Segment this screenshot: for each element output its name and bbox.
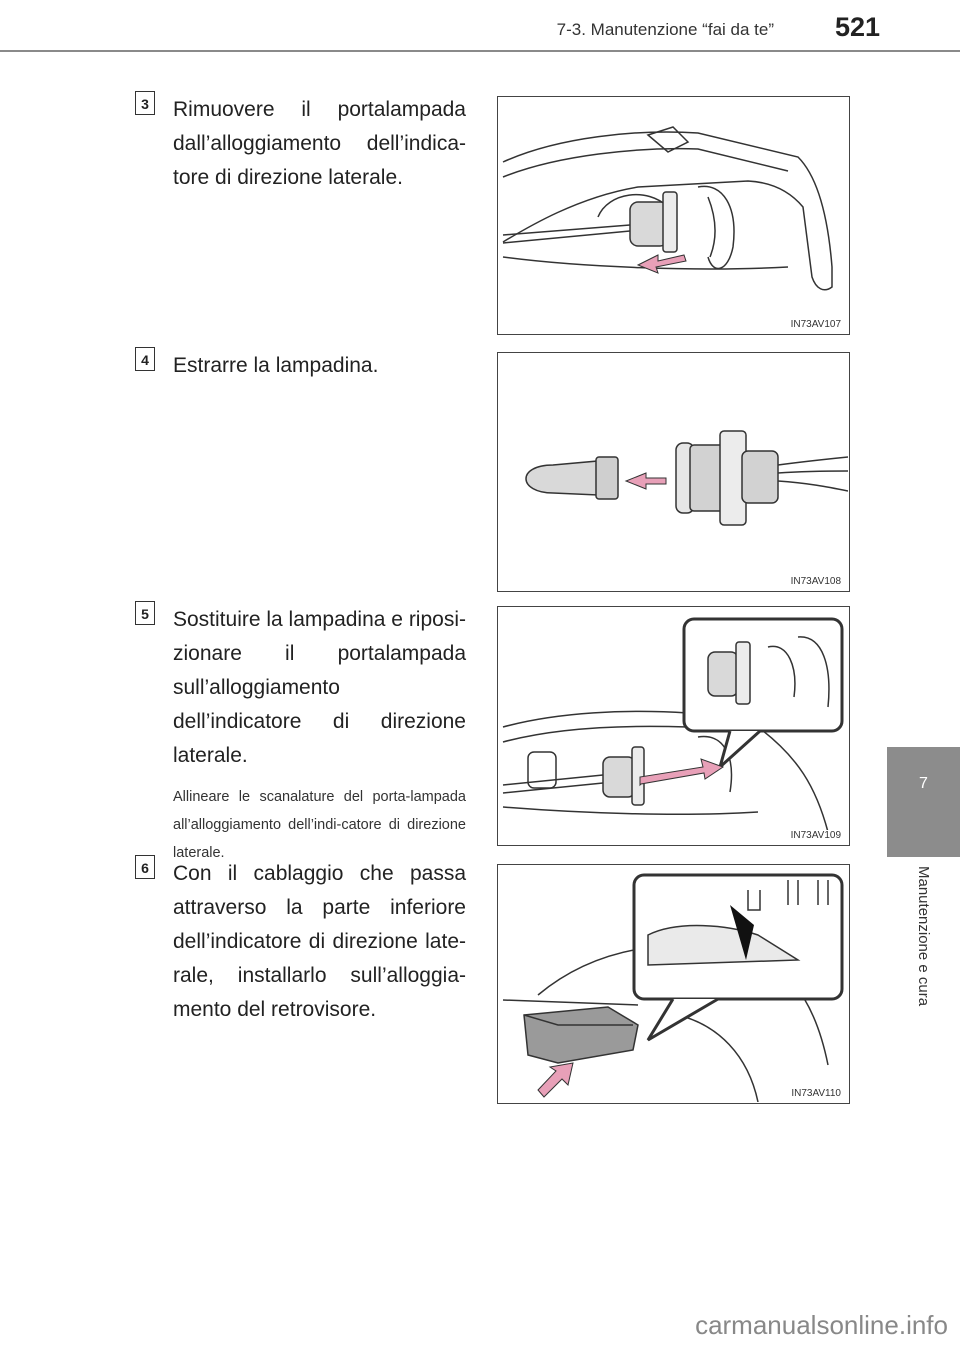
step-4 <box>136 349 466 383</box>
figure-drawing <box>498 607 848 844</box>
figure-drawing <box>498 353 848 590</box>
figure-install-on-mirror <box>497 864 850 1104</box>
figure-remove-holder <box>497 96 850 335</box>
chapter-tab <box>887 747 960 857</box>
figure-drawing <box>498 865 848 1102</box>
step-badge: 5 <box>135 601 155 625</box>
chapter-number: 7 <box>919 775 928 792</box>
figure-code: IN73AV107 <box>790 319 841 330</box>
step-badge: 3 <box>135 91 155 115</box>
figure-reposition-holder <box>497 606 850 846</box>
step-6 <box>136 857 466 1027</box>
watermark: carmanualsonline.info <box>695 1310 948 1340</box>
step-text: Con il cablaggio che passa attraverso la parte inferiore dell’indicatore di direzione late-rale, installarlo sull’alloggia-mento del retrovisore. <box>173 862 466 1021</box>
figure-extract-bulb <box>497 352 850 592</box>
step-note: Allineare le scanalature del porta-lampada all’alloggiamento dell’indi-catore di direzione laterale. <box>173 789 466 861</box>
step-text: Sostituire la lampadina e riposi-zionare il portalampada sull’alloggiamento dell’indicatore di direzione laterale. <box>173 608 466 767</box>
step-text: Estrarre la lampadina. <box>173 354 379 377</box>
page-header <box>0 0 960 80</box>
step-badge: 4 <box>135 347 155 371</box>
page-number: 521 <box>834 12 880 42</box>
header-rule <box>0 50 960 52</box>
figure-code: IN73AV108 <box>790 576 841 587</box>
section-title: 7-3. Manutenzione “fai da te” <box>556 20 774 39</box>
chapter-label-area <box>887 866 960 1066</box>
step-5 <box>136 603 466 867</box>
chapter-label: Manutenzione e cura <box>914 866 932 1007</box>
step-badge: 6 <box>135 855 155 879</box>
figure-code: IN73AV110 <box>791 1088 841 1099</box>
step-3 <box>136 93 466 195</box>
figure-drawing <box>498 97 848 333</box>
step-text: Rimuovere il portalampada dall’alloggiamento dell’indica-tore di direzione laterale. <box>173 98 466 189</box>
figure-code: IN73AV109 <box>790 830 841 841</box>
